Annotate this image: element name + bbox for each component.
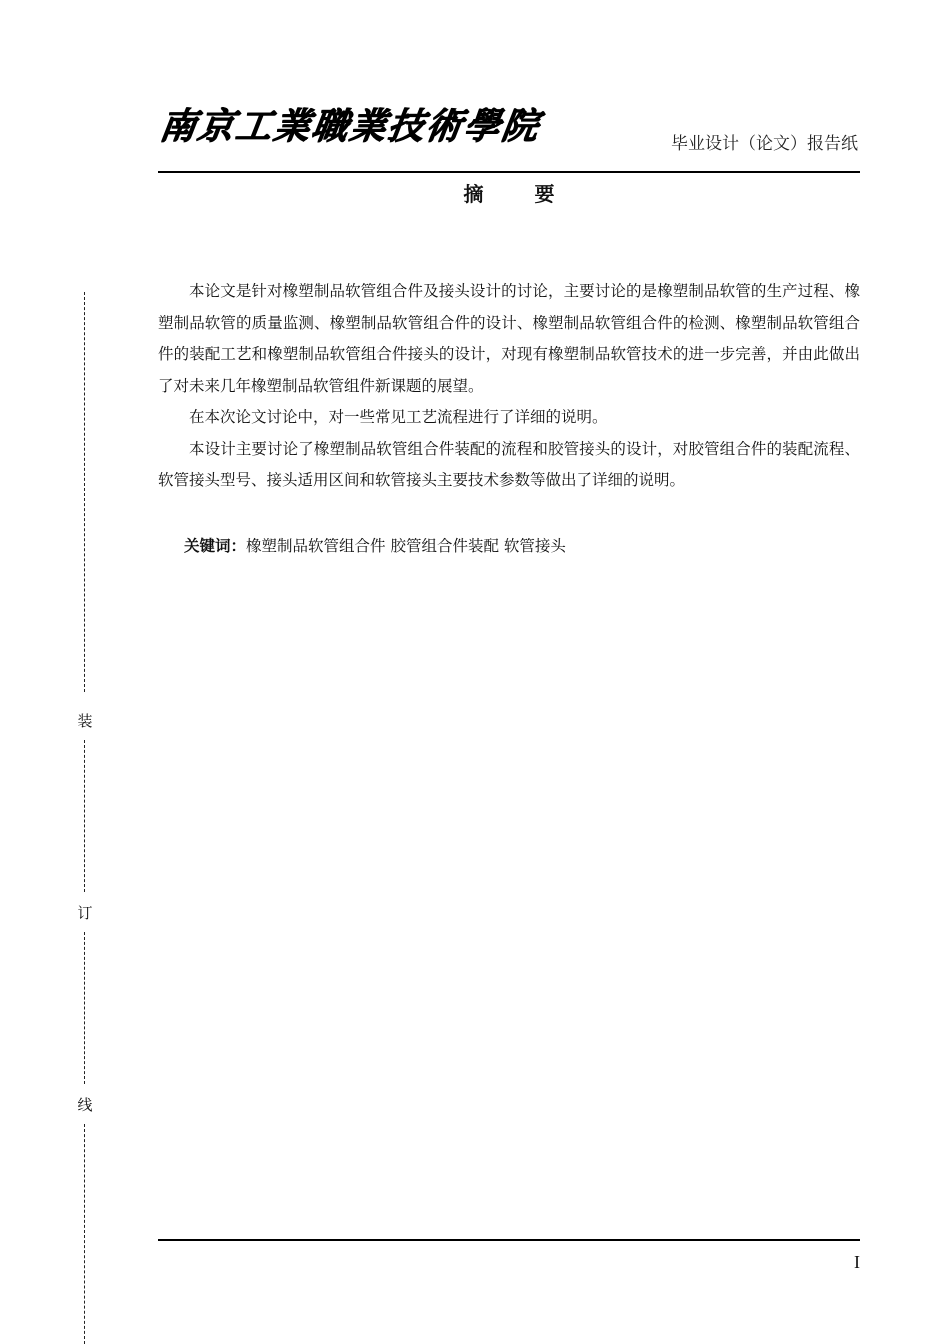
abstract-paragraph-3: 本设计主要讨论了橡塑制品软管组合件装配的流程和胶管接头的设计，对胶管组合件的装配流程、软管接头型号、接头适用区间和软管接头主要技术参数等做出了详细的说明。 [158, 439, 860, 489]
binding-dash-segment [84, 740, 85, 892]
keywords-label: 关键词： [184, 537, 247, 555]
footer-rule [158, 1239, 860, 1241]
binding-dash-segment [84, 1124, 85, 1344]
binding-char-zhuang: 装 [77, 712, 93, 730]
abstract-paragraph-2: 在本次论文讨论中，对一些常见工艺流程进行了详细的说明。 [189, 408, 608, 426]
school-name-logo: 南京工業職業技術學院 [156, 105, 543, 147]
keywords-value: 橡塑制品软管组合件 胶管组合件装配 软管接头 [246, 537, 566, 555]
binding-char-xian: 线 [77, 1096, 93, 1114]
binding-line [70, 292, 100, 1344]
abstract-paragraph-1: 本论文是针对橡塑制品软管组合件及接头设计的讨论，主要讨论的是橡塑制品软管的生产过程、橡塑制品软管的质量监测、橡塑制品软管组合件的设计、橡塑制品软管组合件的检测、橡塑制品软管组合件的装配工艺和橡塑制品软管组合件接头的设计，对现有橡塑制品软管技术的进一步完善，并由此做出了对未来几年橡塑制品软管组件新课题的展望。 [158, 282, 860, 395]
header-rule [158, 171, 860, 173]
binding-dash-segment [84, 292, 85, 692]
abstract-body [158, 276, 860, 497]
paper-type-label: 毕业设计（论文）报告纸 [671, 134, 858, 154]
abstract-title: 摘 要 [463, 182, 577, 206]
page-number: I [854, 1252, 860, 1272]
binding-char-ding: 订 [77, 904, 93, 922]
binding-dash-segment [84, 932, 85, 1084]
keywords-line [184, 533, 566, 559]
